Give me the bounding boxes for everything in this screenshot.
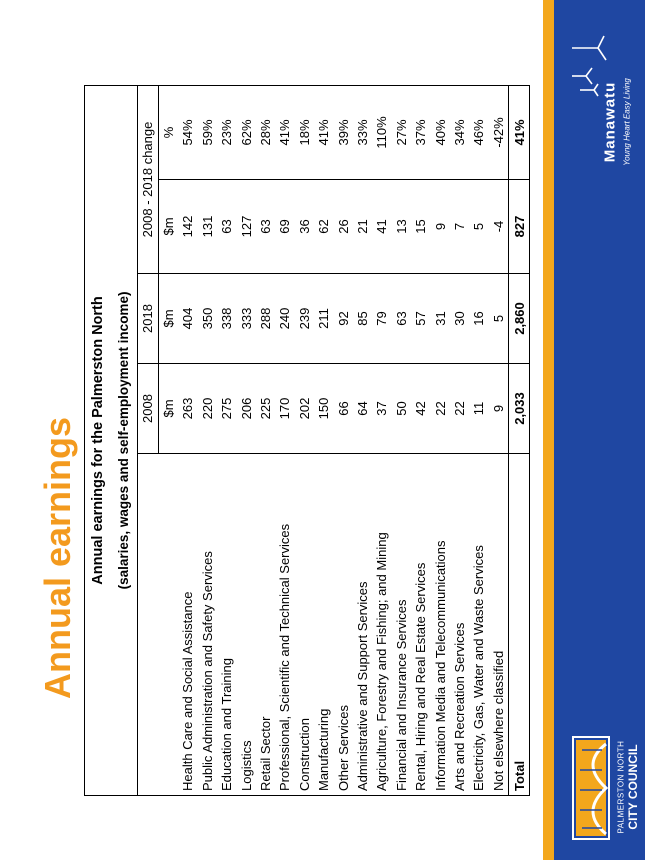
row-label: Financial and Insurance Services — [392, 454, 411, 796]
value-change: 26 — [333, 180, 352, 274]
unit-2008: $m — [158, 364, 178, 454]
value-percent: 59% — [198, 85, 217, 179]
value-percent: 28% — [256, 85, 275, 179]
table-row — [392, 85, 411, 795]
value-change: 13 — [392, 180, 411, 274]
value-percent: 62% — [236, 85, 255, 179]
row-label: Information Media and Telecommunications — [430, 454, 449, 796]
value-change: 142 — [178, 180, 197, 274]
table-row — [469, 85, 488, 795]
value-2008: 66 — [333, 364, 352, 454]
value-percent: 41% — [275, 85, 294, 179]
value-change: 21 — [353, 180, 372, 274]
row-label: Education and Training — [217, 454, 236, 796]
value-2018: 16 — [469, 274, 488, 364]
table-caption-title: Annual earnings for the Palmerston North — [85, 85, 112, 795]
total-label: Total — [509, 454, 530, 796]
value-2018: 31 — [430, 274, 449, 364]
unit-blank — [158, 454, 178, 796]
value-change: 63 — [217, 180, 236, 274]
value-change: 62 — [314, 180, 333, 274]
value-change: -4 — [489, 180, 509, 274]
value-percent: 110% — [372, 85, 391, 179]
value-2008: 50 — [392, 364, 411, 454]
value-change: 15 — [411, 180, 430, 274]
value-2008: 275 — [217, 364, 236, 454]
value-2018: 338 — [217, 274, 236, 364]
value-2008: 206 — [236, 364, 255, 454]
row-label: Arts and Recreation Services — [450, 454, 469, 796]
value-percent: 46% — [469, 85, 488, 179]
table-row — [450, 85, 469, 795]
value-2018: 79 — [372, 274, 391, 364]
value-percent: 54% — [178, 85, 197, 179]
row-label: Public Administration and Safety Services — [198, 454, 217, 796]
city-council-logo — [558, 730, 640, 845]
manawatu-logo — [560, 30, 640, 166]
value-2008: 37 — [372, 364, 391, 454]
row-label: Administrative and Support Services — [353, 454, 372, 796]
value-percent: 40% — [430, 85, 449, 179]
row-label: Retail Sector — [256, 454, 275, 796]
row-label: Professional, Scientific and Technical Services — [275, 454, 294, 796]
value-percent: 34% — [450, 85, 469, 179]
header-2018: 2018 — [138, 274, 159, 364]
row-label: Construction — [295, 454, 314, 796]
value-2018: 333 — [236, 274, 255, 364]
value-change: 69 — [275, 180, 294, 274]
value-percent: 37% — [411, 85, 430, 179]
value-change: 36 — [295, 180, 314, 274]
table-row — [411, 85, 430, 795]
value-2008: 64 — [353, 364, 372, 454]
value-percent: 27% — [392, 85, 411, 179]
value-2008: 22 — [450, 364, 469, 454]
value-2008: 202 — [295, 364, 314, 454]
value-2018: 211 — [314, 274, 333, 364]
value-percent: 18% — [295, 85, 314, 179]
unit-change: $m — [158, 180, 178, 274]
table-row — [333, 85, 352, 795]
value-2008: 42 — [411, 364, 430, 454]
table-row — [275, 85, 294, 795]
value-percent: 23% — [217, 85, 236, 179]
row-label: Health Care and Social Assistance — [178, 454, 197, 796]
value-2008: 263 — [178, 364, 197, 454]
total-2018: 2,860 — [509, 274, 530, 364]
value-2008: 22 — [430, 364, 449, 454]
value-change: 131 — [198, 180, 217, 274]
header-blank — [138, 454, 159, 796]
value-2018: 288 — [256, 274, 275, 364]
value-percent: 33% — [353, 85, 372, 179]
accent-stripe — [543, 0, 554, 860]
total-2008: 2,033 — [509, 364, 530, 454]
table-row — [178, 85, 197, 795]
value-2018: 57 — [411, 274, 430, 364]
value-2008: 9 — [489, 364, 509, 454]
region-tagline: Young Heart Easy Living — [622, 78, 632, 166]
council-name-line1: PALMERSTON NORTH — [616, 740, 626, 834]
value-change: 41 — [372, 180, 391, 274]
total-row — [509, 85, 530, 795]
value-2008: 225 — [256, 364, 275, 454]
value-2008: 150 — [314, 364, 333, 454]
total-change: 827 — [509, 180, 530, 274]
value-2018: 92 — [333, 274, 352, 364]
value-change: 7 — [450, 180, 469, 274]
table-row — [430, 85, 449, 795]
value-2018: 239 — [295, 274, 314, 364]
header-change: 2008 - 2018 change — [138, 85, 159, 273]
table-row — [256, 85, 275, 795]
table-row — [353, 85, 372, 795]
total-percent: 41% — [509, 85, 530, 179]
row-label: Manufacturing — [314, 454, 333, 796]
earnings-table — [84, 85, 530, 796]
value-change: 127 — [236, 180, 255, 274]
table-row — [236, 85, 255, 795]
earnings-table-container — [84, 86, 530, 796]
row-label: Logistics — [236, 454, 255, 796]
value-change: 5 — [469, 180, 488, 274]
table-row — [314, 85, 333, 795]
value-2008: 11 — [469, 364, 488, 454]
value-change: 63 — [256, 180, 275, 274]
value-2018: 240 — [275, 274, 294, 364]
table-row — [295, 85, 314, 795]
value-percent: 39% — [333, 85, 352, 179]
row-label: Other Services — [333, 454, 352, 796]
value-2018: 85 — [353, 274, 372, 364]
value-percent: 41% — [314, 85, 333, 179]
value-2008: 170 — [275, 364, 294, 454]
row-label: Agriculture, Forestry and Fishing; and Mining — [372, 454, 391, 796]
region-name: Manawatu — [601, 81, 619, 163]
council-name-line2: CITY COUNCIL — [626, 744, 640, 830]
value-2018: 404 — [178, 274, 197, 364]
row-label: Electricity, Gas, Water and Waste Services — [469, 454, 488, 796]
table-row — [217, 85, 236, 795]
table-caption-subtitle: (salaries, wages and self-employment income) — [111, 85, 138, 795]
row-label: Rental, Hiring and Real Estate Services — [411, 454, 430, 796]
value-2018: 350 — [198, 274, 217, 364]
value-change: 9 — [430, 180, 449, 274]
unit-percent: % — [158, 85, 178, 179]
value-2008: 220 — [198, 364, 217, 454]
value-2018: 5 — [489, 274, 509, 364]
header-2008: 2008 — [138, 364, 159, 454]
page-title: Annual earnings — [37, 416, 78, 700]
table-row — [372, 85, 391, 795]
value-percent: -42% — [489, 85, 509, 179]
unit-2018: $m — [158, 274, 178, 364]
row-label: Not elsewhere classified — [489, 454, 509, 796]
value-2018: 30 — [450, 274, 469, 364]
table-row — [198, 85, 217, 795]
value-2018: 63 — [392, 274, 411, 364]
table-row — [489, 85, 509, 795]
